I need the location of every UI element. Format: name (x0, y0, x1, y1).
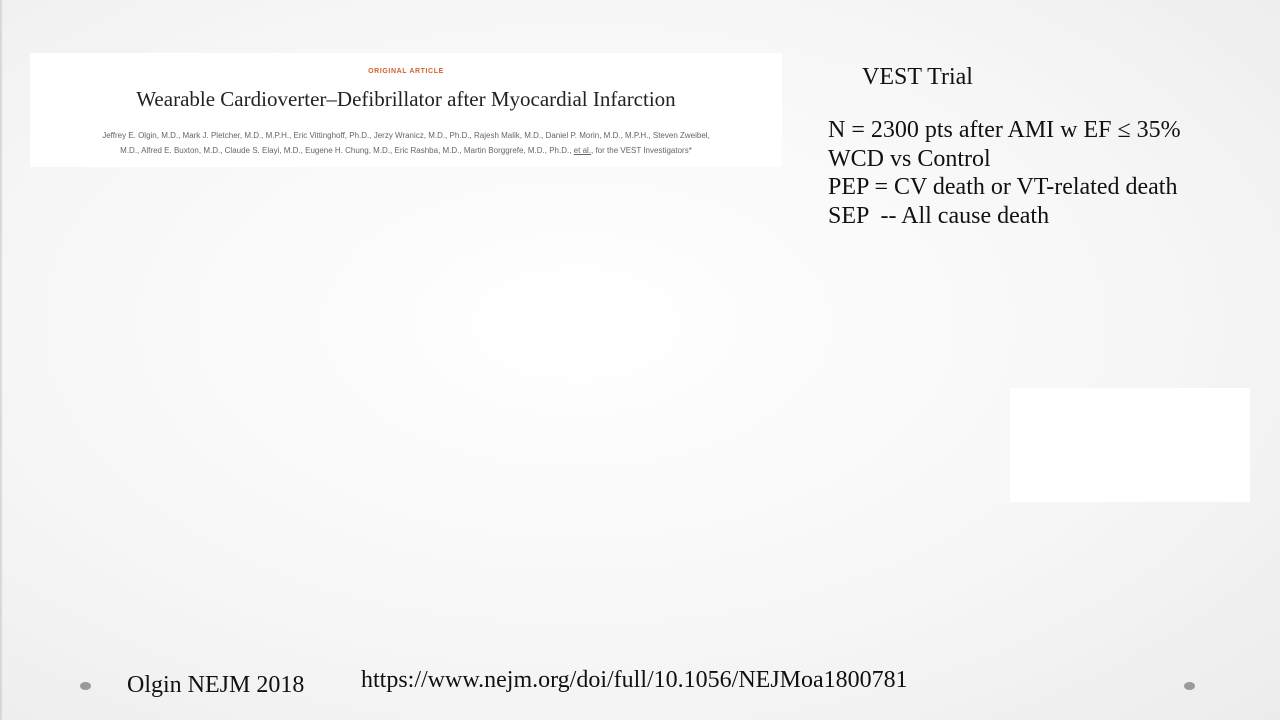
authors-etal-link[interactable]: et al. (573, 146, 592, 155)
footer-citation: Olgin NEJM 2018 (127, 672, 305, 698)
detail-comparison: WCD vs Control (828, 145, 991, 172)
slide-left-edge (0, 0, 3, 720)
detail-secondary-endpoint: SEP -- All cause death (828, 203, 1050, 230)
footer-url-link[interactable]: https://www.nejm.org/doi/full/10.1056/NEJMoa1800781 (361, 667, 908, 693)
detail-population: N = 2300 pts after AMI w EF ≤ 35% (828, 117, 1181, 143)
article-label: ORIGINAL ARTICLE (368, 68, 444, 75)
article-authors (50, 128, 762, 158)
trial-details-list (828, 116, 1181, 231)
footer-dot-right (1184, 682, 1195, 690)
detail-primary-endpoint: PEP = CV death or VT-related death (828, 174, 1178, 201)
authors-line-2-end: , for the VEST Investigators* (591, 146, 692, 155)
blank-white-panel (1010, 388, 1250, 502)
authors-line-1: Jeffrey E. Olgin, M.D., Mark J. Pletcher, M.D., M.P.H., Eric Vittinghoff, Ph.D., Jerzy Wranicz, M.D., Ph.D., Rajesh Malik, M.D., Daniel P. Morin, M.D., M.P.H., Steven Zweibel, (102, 131, 710, 140)
trial-title: VEST Trial (862, 64, 973, 90)
footer-dot-left (80, 682, 91, 690)
authors-line-2: M.D., Alfred E. Buxton, M.D., Claude S. Elayi, M.D., Eugene H. Chung, M.D., Eric Rashba, M.D., Martin Borggrefe, M.D., Ph.D., (120, 146, 574, 155)
article-header-image (30, 53, 782, 167)
article-title: Wearable Cardioverter–Defibrillator after Myocardial Infarction (136, 87, 676, 111)
